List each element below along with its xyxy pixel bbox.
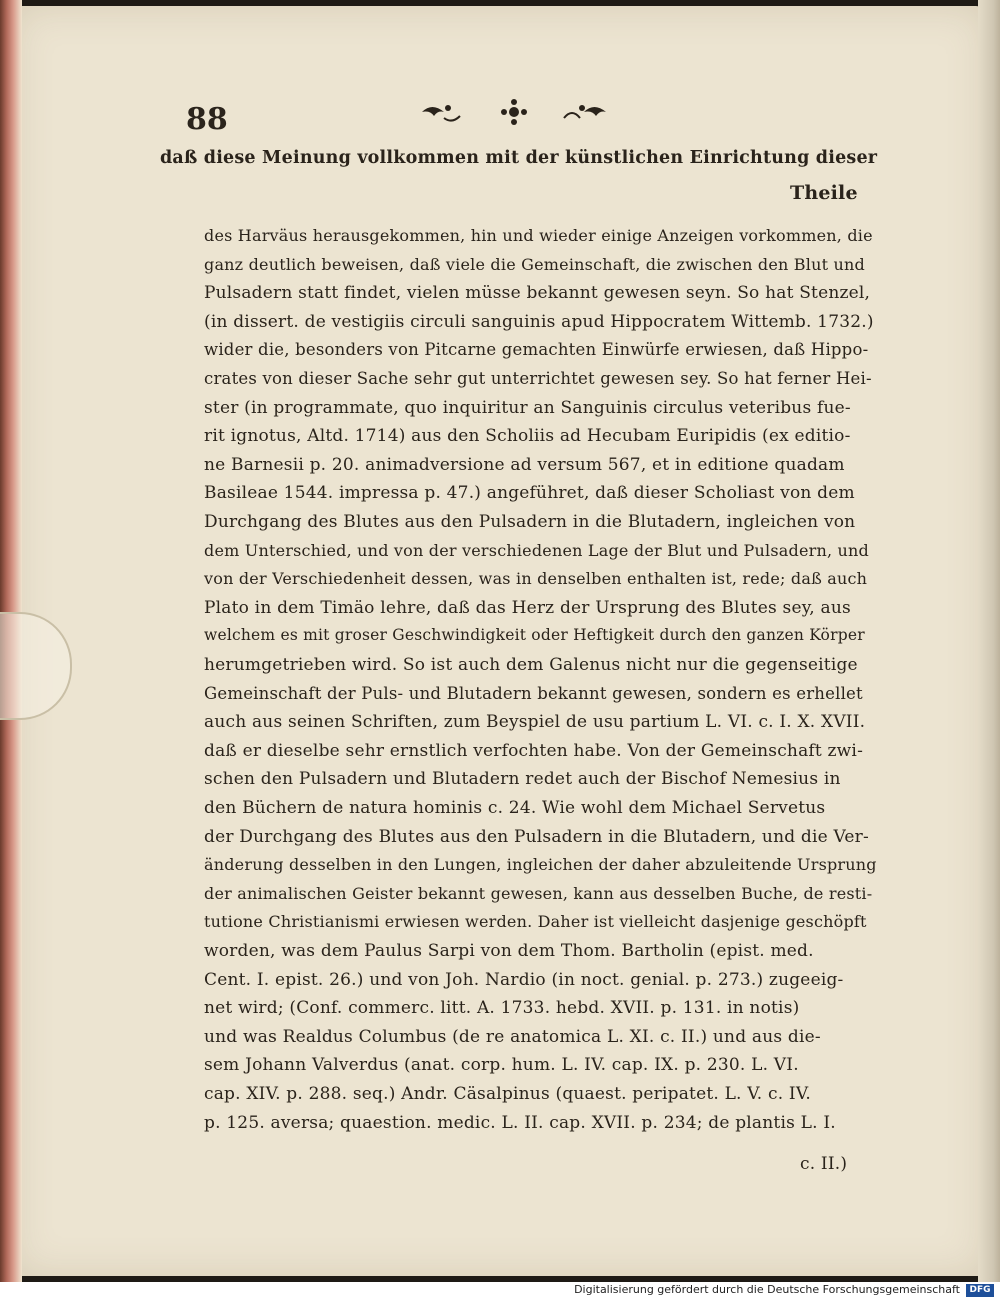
text-line: Plato in dem Timäo lehre, daß das Herz der Ursprung des Blutes sey, aus <box>204 597 851 618</box>
text-line: des Harväus herausgekommen, hin und wieder einige Anzeigen vorkommen, die <box>204 226 873 245</box>
text-line: Pulsadern statt findet, vielen müsse bekannt gewesen seyn. So hat Stenzel, <box>204 283 871 304</box>
text-line: worden, was dem Paulus Sarpi von dem Thom. Bartholin (epist. med. <box>204 941 814 961</box>
ornament-icon <box>414 96 614 130</box>
text-line: ster (in programmate, quo inquiritur an Sanguinis circulus veteribus fue- <box>204 397 851 418</box>
text-line: cap. XIV. p. 288. seq.) Andr. Cäsalpinus (quaest. peripatet. L. V. c. IV. <box>204 1084 811 1104</box>
text-line: (in dissert. de vestigiis circuli sanguinis apud Hippocratem Wittemb. 1732.) <box>204 311 874 332</box>
text-line: schen den Pulsadern und Blutadern redet auch der Bischof Nemesius in <box>204 769 841 790</box>
text-line: rit ignotus, Altd. 1714) aus den Scholiis ad Hecubam Euripidis (ex editio- <box>204 426 851 447</box>
dfg-logo-icon: DFG <box>966 1284 994 1297</box>
catchword: Theile <box>790 182 858 204</box>
text-line: ganz deutlich beweisen, daß viele die Gemeinschaft, die zwischen den Blut und <box>204 254 865 274</box>
text-line: ne Barnesii p. 20. animadversione ad versum 567, et in editione quadam <box>204 454 845 475</box>
text-line: und was Realdus Columbus (de re anatomica L. XI. c. II.) und aus die- <box>204 1026 821 1047</box>
text-line: der animalischen Geister bekannt gewesen, kann aus desselben Buche, de resti- <box>204 883 873 903</box>
text-line: sem Johann Valverdus (anat. corp. hum. L. IV. cap. IX. p. 230. L. VI. <box>204 1055 799 1076</box>
text-line: Cent. I. epist. 26.) und von Joh. Nardio (in noct. genial. p. 273.) zugeeig- <box>204 969 844 990</box>
text-line: herumgetrieben wird. So ist auch dem Galenus nicht nur die gegenseitige <box>204 655 858 675</box>
text-line: net wird; (Conf. commerc. litt. A. 1733. hebd. XVII. p. 131. in notis) <box>204 998 800 1019</box>
text-line: Gemeinschaft der Puls- und Blutadern bekannt gewesen, sondern es erhellet <box>204 683 863 703</box>
text-line: von der Verschiedenheit dessen, was in denselben enthalten ist, rede; daß auch <box>204 569 868 589</box>
text-line: wider die, besonders von Pitcarne gemachten Einwürfe erwiesen, daß Hippo- <box>204 340 869 360</box>
page-number: 88 <box>186 102 228 137</box>
text-line: tutione Christianismi erwiesen werden. Daher ist vielleicht dasjenige geschöpft <box>204 912 867 932</box>
footer-bar <box>0 1282 1000 1299</box>
text-line: crates von dieser Sache sehr gut unterrichtet gewesen sey. So hat ferner Hei- <box>204 369 872 388</box>
text-line: auch aus seinen Schriften, zum Beyspiel de usu partium L. VI. c. I. X. XVII. <box>204 712 866 733</box>
text-line: änderung desselben in den Lungen, ingleichen der daher abzuleitende Ursprung <box>204 855 877 875</box>
last-line: c. II.) <box>800 1154 848 1174</box>
headline: daß diese Meinung vollkommen mit der künstlichen Einrichtung dieser <box>160 148 878 168</box>
right-margin-strip <box>978 0 1000 1282</box>
text-line: welchem es mit groser Geschwindigkeit oder Heftigkeit durch den ganzen Körper <box>204 626 865 645</box>
text-line: dem Unterschied, und von der verschiedenen Lage der Blut und Pulsadern, und <box>204 540 869 560</box>
text-line: p. 125. aversa; quaestion. medic. L. II. cap. XVII. p. 234; de plantis L. I. <box>204 1112 836 1133</box>
text-line: daß er dieselbe sehr ernstlich verfochten habe. Von der Gemeinschaft zwi- <box>204 740 864 761</box>
text-line: der Durchgang des Blutes aus den Pulsadern in die Blutadern, und die Ver- <box>204 826 869 847</box>
text-line: Basileae 1544. impressa p. 47.) angeführet, daß dieser Scholiast von dem <box>204 483 855 504</box>
footer-credit: Digitalisierung gefördert durch die Deutsche Forschungsgemeinschaft <box>574 1283 960 1296</box>
text-line: Durchgang des Blutes aus den Pulsadern in die Blutadern, ingleichen von <box>204 512 856 532</box>
text-line: den Büchern de natura hominis c. 24. Wie wohl dem Michael Servetus <box>204 798 826 818</box>
